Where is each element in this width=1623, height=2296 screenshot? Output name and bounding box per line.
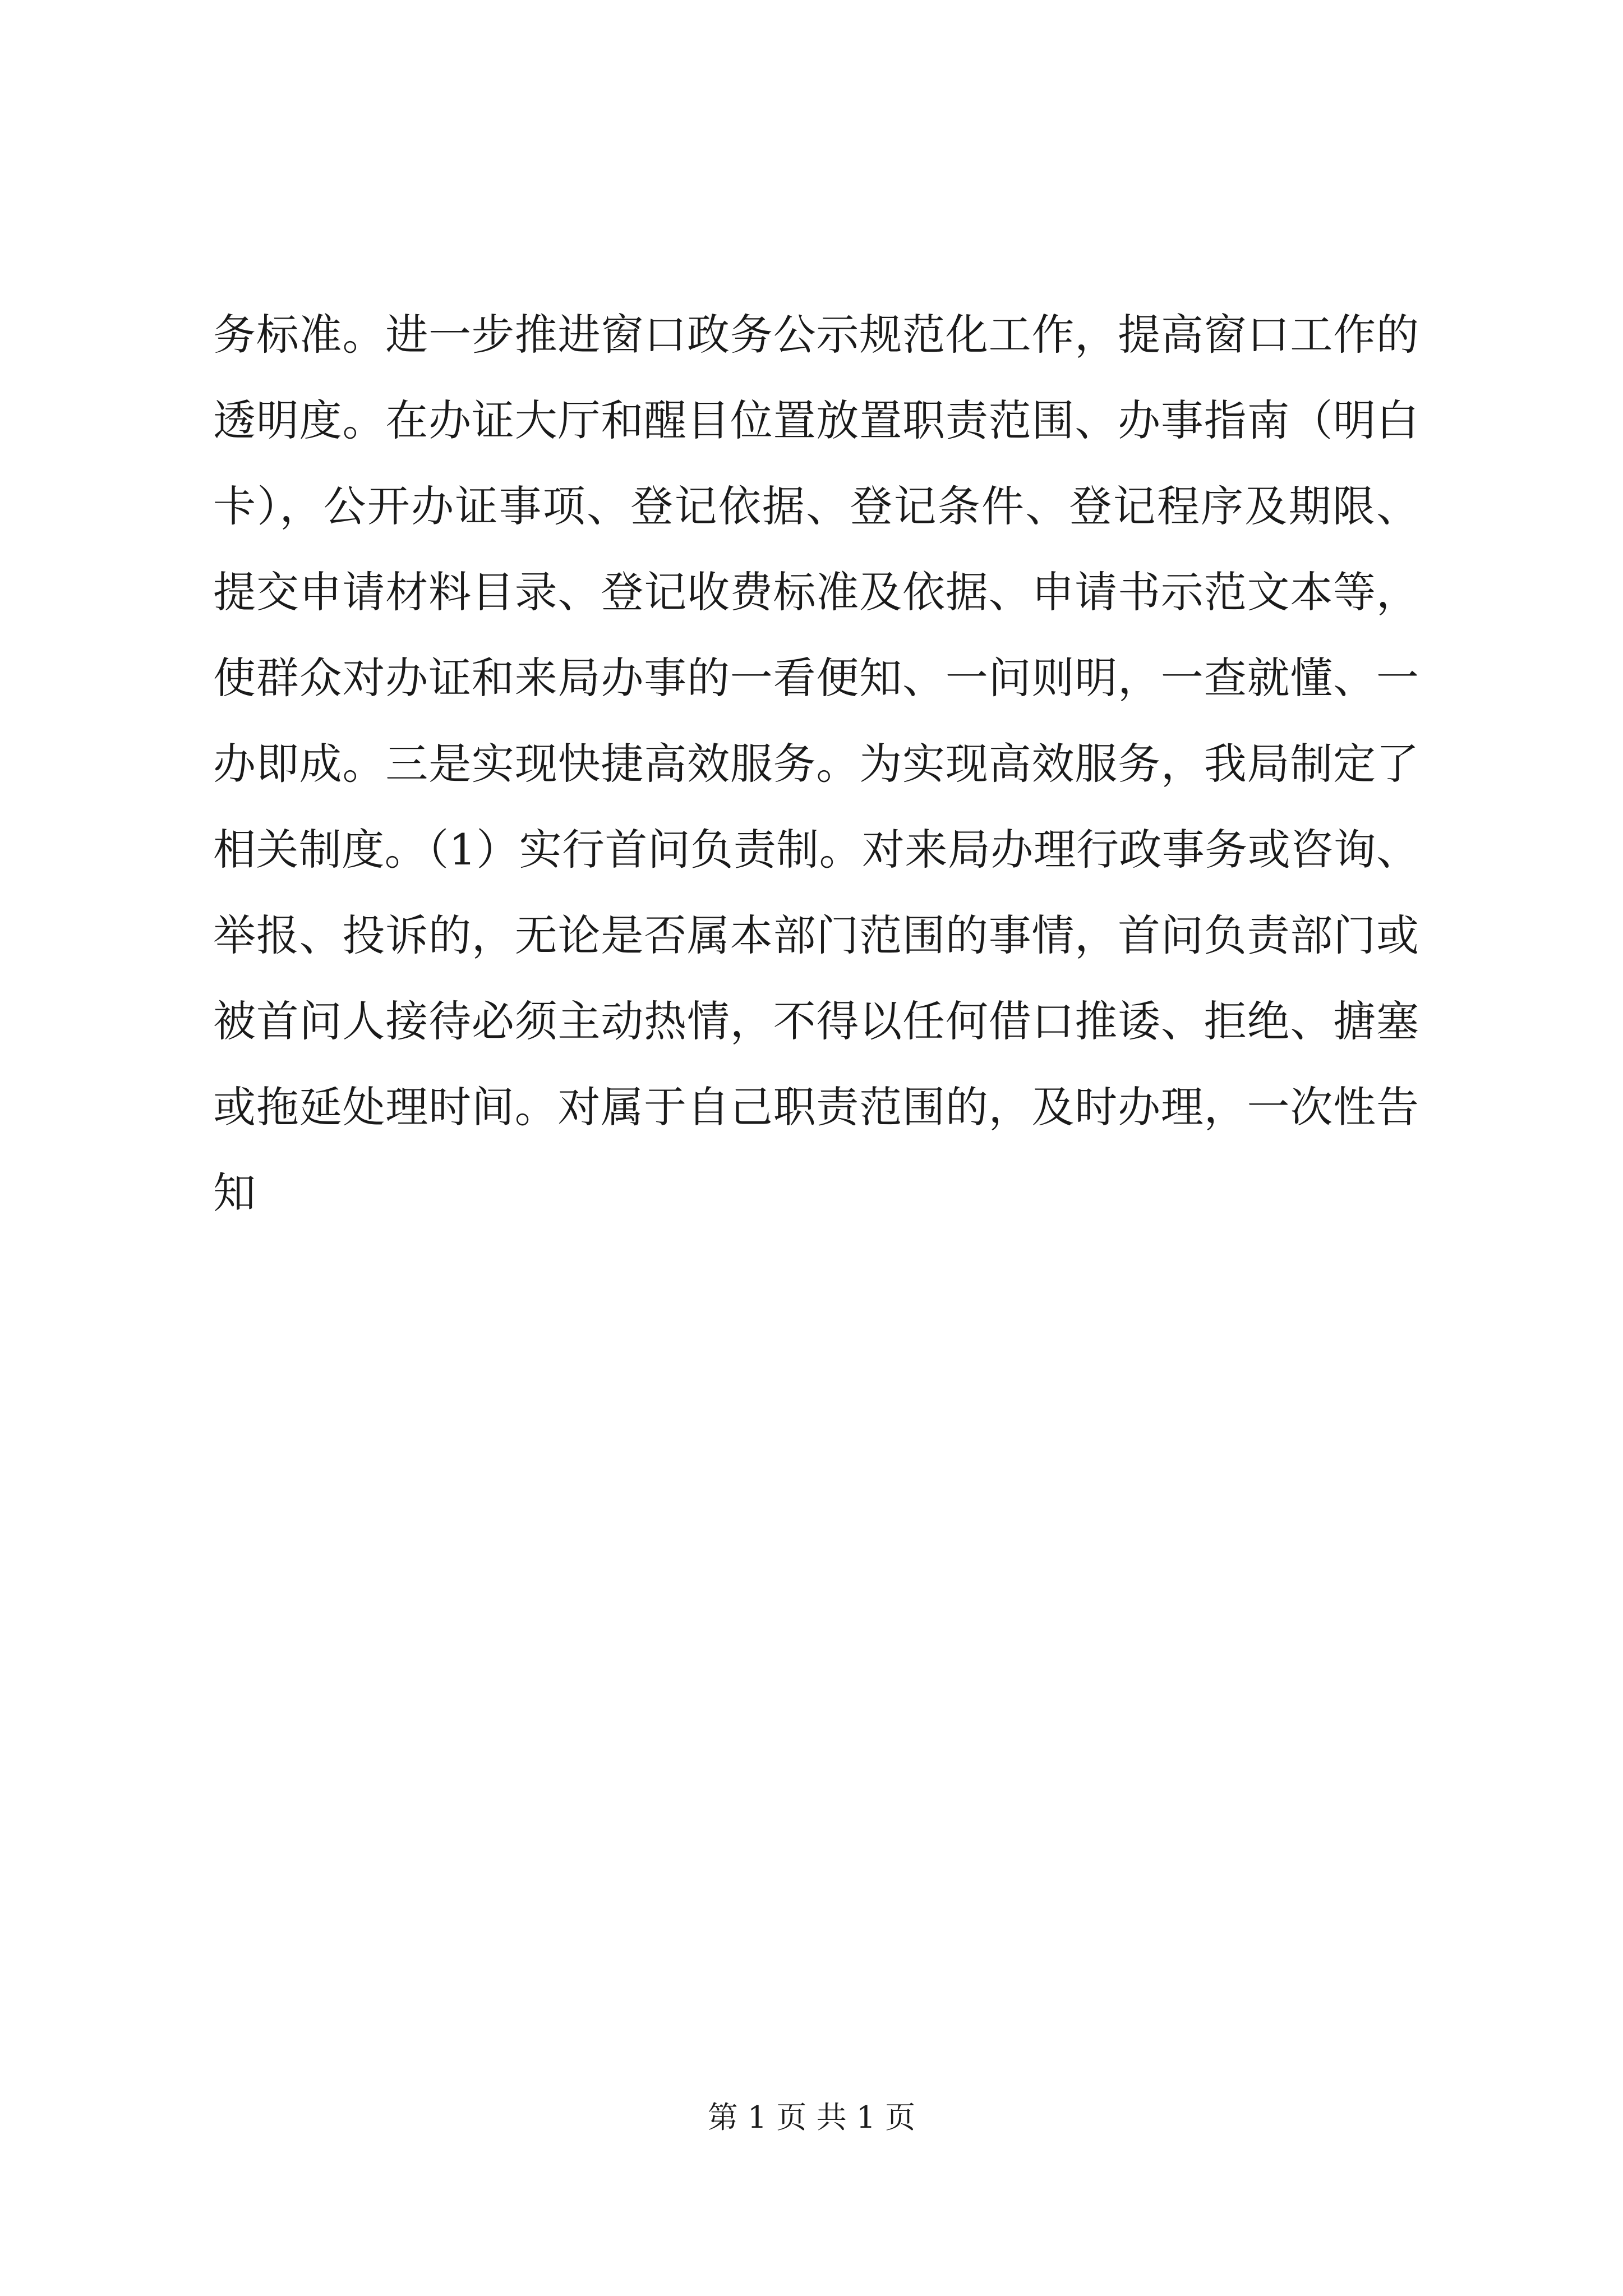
text-line-1: 务标准。进一步推进窗口政务公示规范化工作，提高窗口工作的 [213,310,1419,360]
text-line-3: 卡），公开办证事项、登记依据、登记条件、登记程序及期限、 [213,481,1419,531]
text-line-5: 使群众对办证和来局办事的一看便知、一问则明，一查就懂、一 [213,653,1419,703]
page-number-label: 第 1 页 共 1 页 [707,2100,916,2135]
text-line-10: 或拖延处理时间。对属于自己职责范围的，及时办理，一次性告 [213,1082,1419,1132]
text-line-7: 相关制度。（1）实行首问负责制。对来局办理行政事务或咨询、 [213,825,1419,875]
page-footer [0,2098,1623,2137]
body-paragraph [213,292,1419,1236]
text-line-4: 提交申请材料目录、登记收费标准及依据、申请书示范文本等， [213,567,1419,617]
text-line-6: 办即成。三是实现快捷高效服务。为实现高效服务，我局制定了 [213,739,1419,789]
text-line-8: 举报、投诉的，无论是否属本部门范围的事情，首问负责部门或 [213,910,1419,960]
text-line-11: 知 [213,1168,256,1218]
text-line-2: 透明度。在办证大厅和醒目位置放置职责范围、办事指南（明白 [213,395,1419,445]
text-line-9: 被首问人接待必须主动热情，不得以任何借口推诿、拒绝、搪塞 [213,996,1419,1046]
